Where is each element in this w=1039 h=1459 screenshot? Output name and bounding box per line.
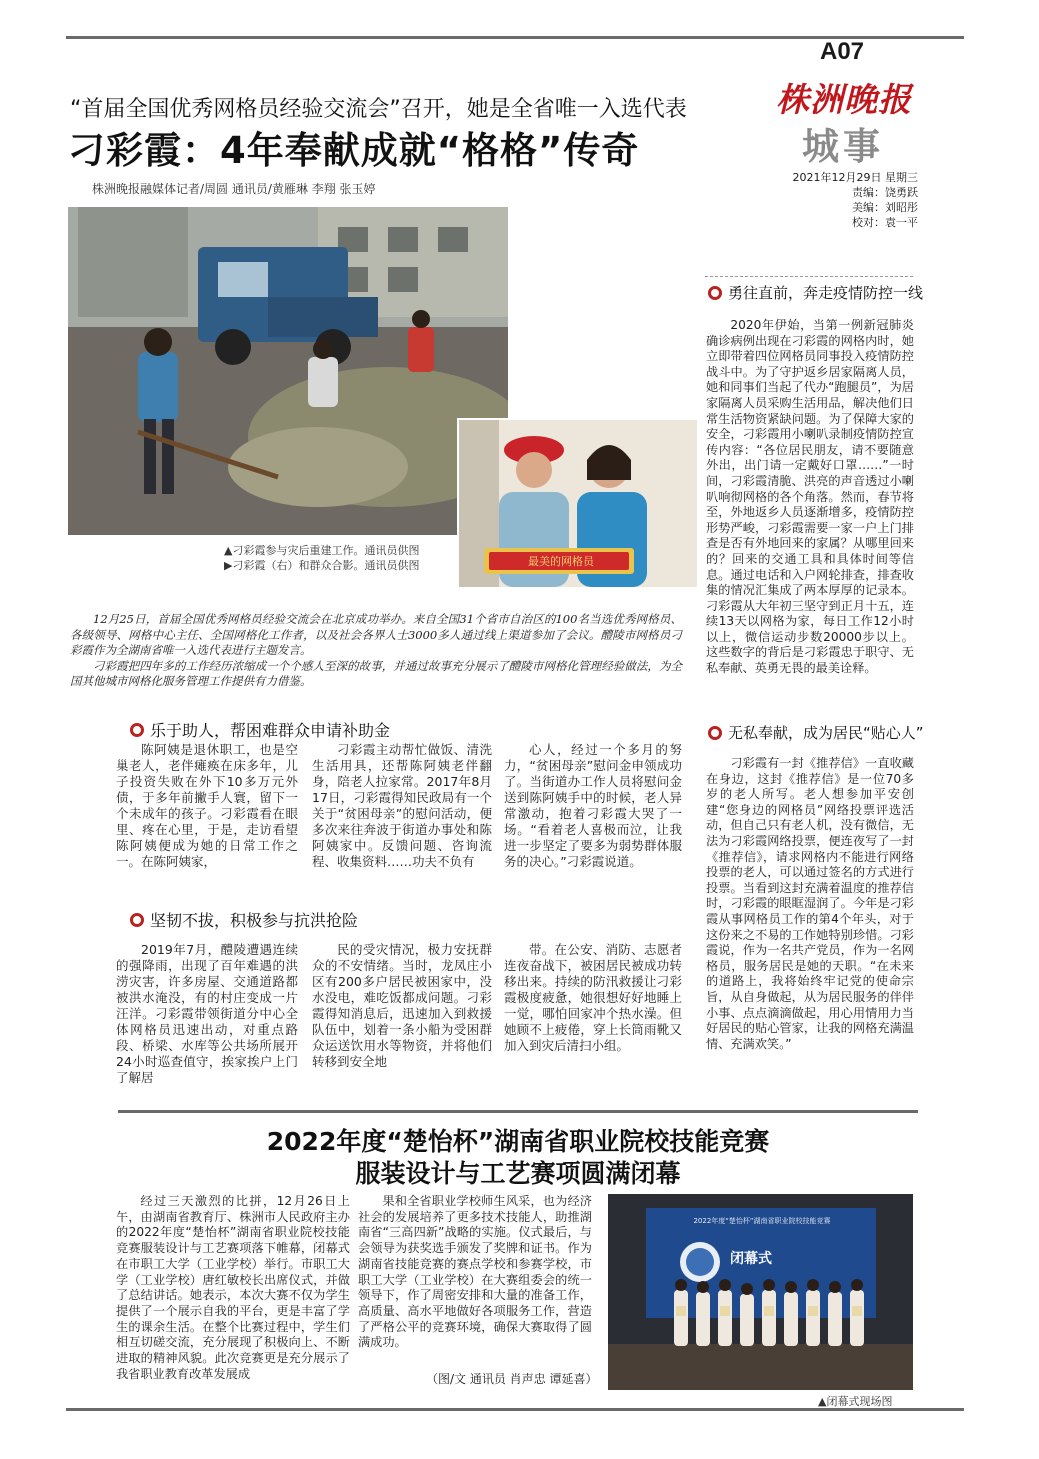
proof-credit: 校对：袁一平: [852, 216, 918, 229]
ceremony-photo: [608, 1194, 913, 1390]
story2-text-b: 果和全省职业学校师生风采，也为经济社会的发展培养了更多技术技能人，助推湖南省“三高四新”战略的实施。仪式最后，与会领导为获奖选手颁发了奖牌和证书。作为湖南省技能竞赛的赛点学校和参赛学校，市职工大学（工业学校）在大赛组委会的统一领导下，作了周密安排和大量的准备工作，高质量、高水平地做好各项服务工作，营造了严格公平的竞赛环境，确保大赛取得了圆满成功。: [358, 1194, 592, 1350]
section-2-text-a: 2019年7月，醴陵遭遇连续的强降雨，出现了百年难遇的洪涝灾害，许多房屋、交通道路都被洪水淹没，有的村庄变成一片汪洋。刁彩霞带领街道分中心全体网格员迅速出动，对重点路段、桥梁、水库等公共场所展开24小时巡查值守，挨家挨户上门了解居: [116, 942, 298, 1085]
byline: 株洲晚报融媒体记者/周圆 通讯员/黄雁琳 李翔 张玉婷: [92, 182, 376, 196]
cleanup-illustration: [68, 207, 508, 535]
section-2-col-2: [312, 942, 492, 1070]
section-1-col-2: [312, 742, 492, 870]
bottom-rule: [66, 1408, 964, 1411]
ceremony-caption: ▲闭幕式现场图: [818, 1395, 893, 1408]
section-1-text-a: 陈阿姨是退休职工，也是空巢老人，老伴瘫痪在床多年，儿子投资失败在外下10多万元外债，于多年前撇手人寰，留下一个未成年的孩子。刁彩霞看在眼里、疼在心里，于是，走访看望陈阿姨便成为她的日常工作之一。在陈阿姨家，: [116, 742, 298, 869]
section-heading-2: [130, 908, 358, 931]
section-4-paragraph: 刁彩霞有一封《推荐信》一直收藏在身边，这封《推荐信》是一位70多岁的老人所写。老人想参加平安创建“您身边的网格员”网络投票评选活动，但自己只有老人机，没有微信，无法为刁彩霞网络投票，便连夜写了一封《推荐信》，请求网格内不能进行网络投票的老人，可以通过签名的方式进行投票。当看到这封充满着温度的推荐信时，刁彩霞的眼眶湿润了。今年是刁彩霞从事网格员工作的第4个年头，对于这份来之不易的工作她特别珍惜。刁彩霞说，作为一名共产党员，作为一名网格员，服务居民是她的天职。“在未来的道路上，我将始终牢记党的使命宗旨，从自身做起，从为居民服务的伴伴小事、点点滴滴做起，用心用情用力当好居民的贴心管家，让我的网格充满温情、充满欢笑。”: [706, 756, 914, 1051]
circle-icon: [130, 723, 144, 737]
section-heading-4: [708, 722, 924, 743]
lead-paragraph-2: 刁彩霞把四年多的工作经历浓缩成一个个感人至深的故事，并通过故事充分展示了醴陵市网格化管理经验做法，为全国其他城市网格化服务管理工作提供有力借鉴。: [70, 658, 682, 688]
mid-rule: [118, 1110, 918, 1113]
story2-col-1: [116, 1194, 350, 1382]
edition-date: 2021年12月29日 星期三: [792, 171, 918, 184]
section-title-4: 无私奉献，成为居民“贴心人”: [728, 724, 924, 742]
section-3-text: [706, 318, 914, 677]
portrait-photo: [457, 418, 699, 589]
photo-captions: [224, 543, 419, 573]
circle-icon: [708, 726, 722, 740]
section-heading-1: [130, 718, 390, 741]
section-title-1: 乐于助人，帮困难群众申请补助金: [150, 721, 391, 740]
editor-credit: 责编：饶勇跃: [852, 186, 918, 199]
circle-icon: [708, 286, 722, 300]
designer-credit: 美编：刘昭彤: [852, 201, 918, 214]
badge-text: 最美的网格员: [528, 555, 594, 568]
headline: 刁彩霞：4年奉献成就“格格”传奇: [68, 129, 640, 172]
section-title-2: 坚韧不拔，积极参与抗洪抢险: [150, 911, 359, 930]
caption-cleanup: ▲刁彩霞参与灾后重建工作。通讯员供图: [224, 544, 420, 557]
section-2-text-b: 民的受灾情况，极力安抚群众的不安情绪。当时，龙凤庄小区有200多户居民被困家中，没水没电，难吃饭都成问题。刁彩霞得知消息后，迅速加入到救援队伍中，划着一条小船为受困群众运送饮用水等物资，并将他们转移到安全地: [312, 942, 492, 1069]
section-1-col-3: [504, 742, 682, 870]
lead-text: [70, 612, 682, 690]
ceremony-banner: 2022年度“楚怡杯”湖南省职业院校技能竞赛: [693, 1217, 831, 1225]
right-divider: [705, 276, 913, 277]
section-2-col-1: [116, 942, 298, 1086]
section-2-col-3: [504, 942, 682, 1054]
section-2-text-c: 带。在公安、消防、志愿者连夜奋战下，被困居民被成功转移出来。持续的防汛救援让刁彩霞极度疲惫，她很想好好地睡上一觉，哪怕回家冲个热水澡。但她顾不上疲倦，穿上长筒雨靴又加入到灾后清扫小组。: [504, 942, 682, 1053]
section-1-text-c: 心人，经过一个多月的努力，“贫困母亲”慰问金申领成功了。当街道办工作人员将慰问金送到陈阿姨手中的时候，老人异常激动，抱着刁彩霞大哭了一场。“看着老人喜极而泣，让我进一步坚定了要多为弱势群体服务的决心。”刁彩霞说道。: [504, 742, 682, 869]
edition-info: [768, 170, 918, 230]
section-1-text-b: 刁彩霞主动帮忙做饭、清洗生活用具，还帮陈阿姨老伴翻身，陪老人拉家常。2017年8月17日，刁彩霞得知民政局有一个关于“贫困母亲”的慰问活动，便多次来往奔波于街道办事处和陈阿姨家中。反馈问题、咨询流程、收集资料……功夫不负有: [312, 742, 492, 869]
section-title-3: 勇往直前，奔走疫情防控一线: [728, 284, 924, 302]
lead-paragraph-1: 12月25日，首届全国优秀网格员经验交流会在北京成功举办。来自全国31个省市自治区的100名当选优秀网格员、各级领导、网格中心主任、全国网格化工作者，以及社会各界人士3000多人通过线上渠道参加了会议。醴陵市网格员刁彩霞作为全湖南省唯一入选代表进行主题发言。: [70, 612, 682, 657]
story2-headline-2: 服装设计与工艺赛项圆满闭幕: [355, 1159, 681, 1188]
cleanup-photo: [68, 207, 508, 535]
section-3-paragraph: 2020年伊始，当第一例新冠肺炎确诊病例出现在刁彩霞的网格内时，她立即带着四位网格员同事投入疫情防控战斗中。为了守护返乡居家隔离人员，她和同事们当起了代办“跑腿员”，为居家隔离人员采购生活用品，解决他们日常生活物资紧缺问题。为了保障大家的安全，刁彩霞用小喇叭录制疫情防控宣传内容：“各位居民朋友，请不要随意外出，出门请一定戴好口罩……”一时间，刁彩霞清脆、洪亮的声音透过小喇叭响彻网格的各个角落。然而，春节将至，外地返乡人员逐渐增多，疫情防控形势严峻，刁彩霞需要一家一户上门排查是否有外地回来的家属？从哪里回来的？回来的交通工具和具体时间等信息。通过电话和入户网轮排查，排查收集的情况汇集成了两本厚厚的记录本。刁彩霞从大年初三坚守到正月十五，连续13天以网格为家，每日工作12小时以上，微信运动步数20000步以上。这些数字的背后是刁彩霞忠于职守、无私奉献、英勇无畏的最美诠释。: [706, 318, 914, 676]
story2-text-a: 经过三天激烈的比拼，12月26日上午，由湖南省教育厅、株洲市人民政府主办的2022年度“楚怡杯”湖南省职业院校技能竞赛服装设计与工艺赛项落下帷幕，闭幕式在市职工大学（工业学校）举行。市职工大学（工业学校）唐红敏校长出席仪式，并做了总结讲话。她表示，本次大赛不仅为学生提供了一个展示自我的平台，更是丰富了学生的课余生活。在整个比赛过程中，学生们相互切磋交流，充分展现了积极向上、不断进取的精神风貌。此次竞赛更是充分展示了我省职业教育改革发展成: [116, 1194, 350, 1381]
story2-col-2: [358, 1194, 592, 1351]
kicker: “首届全国优秀网格员经验交流会”召开，她是全省唯一入选代表: [70, 97, 687, 122]
page-number: A07: [820, 38, 865, 65]
section-name: 城事: [802, 124, 884, 168]
paper-logo: 株洲晚报: [776, 80, 912, 119]
section-4-text: [706, 756, 914, 1052]
caption-portrait: ▶刁彩霞（右）和群众合影。通讯员供图: [224, 559, 420, 572]
story2-credit: （图/文 通讯员 肖声忠 谭延喜）: [426, 1372, 598, 1386]
section-1-col-1: [116, 742, 298, 870]
circle-icon: [130, 913, 144, 927]
ceremony-title: 闭幕式: [730, 1251, 772, 1267]
section-heading-3: [708, 282, 923, 303]
story2-headline-1: 2022年度“楚怡杯”湖南省职业院校技能竞赛: [266, 1127, 770, 1156]
